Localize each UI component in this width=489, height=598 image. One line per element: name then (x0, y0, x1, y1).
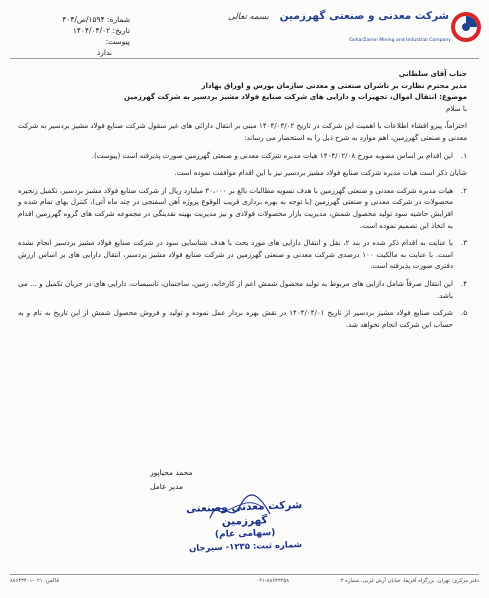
list-item (18, 167, 467, 179)
item-text: با عنایت به اقدام ذکر شده در بند ۲، نقل و انتقال دارایی های مورد بحث با هدف شناسایی سود در شرکت صنایع فولاد مشیز بردسیر انجام نشده است. با عنایت به مالکیت ۱۰۰ درصدی شرکت معدنی و صنعتی گهرزمین در شرکت صنایع فولاد مشیز بردسیر، انتقال دارایی های بر اساس ارزش دفتری صورت پذیرفته است. (18, 238, 453, 271)
signatory-name: محمد محیاپور (150, 468, 193, 477)
attachment-label: پیوست: (105, 37, 130, 46)
footer-divider (10, 574, 479, 575)
attachment-value: ندارد (96, 48, 112, 57)
item-number: ۵. (460, 308, 467, 318)
stamp-company-name: شرکت معدنی وصنعتی گهرزمین (185, 498, 303, 528)
letter-date: تاریخ: ۱۴۰۴/۰۴/۰۲ (72, 26, 130, 35)
item-text: این انتقال صرفاً شامل دارایی های مربوط به تولید محصول شمش اعم از کارخانه، زمین، ساختمان، تاسیسات، دارایی های در جریان تکمیل و ... می باشد. (18, 278, 453, 300)
footer-address: دفتر مرکزی: تهران، بزرگراه آفریقا، خیابان آرش غربی، شماره ۳ (340, 578, 479, 584)
letter-meta (10, 14, 130, 58)
letter-body (18, 68, 467, 330)
company-logo (279, 6, 481, 58)
list-item (18, 150, 467, 162)
letter-number: شماره: ۱۵۹۴/ص/۴۰۴ (62, 15, 130, 24)
stamp-company-type: (سهامی عام) (214, 527, 276, 541)
header-divider (10, 58, 479, 59)
list-item (18, 278, 467, 301)
signatory-title: مدیر عامل (150, 482, 184, 491)
subject: موضوع: انتقال اموال، تجهیزات و دارایی های شرکت صنایع فولاد مشیز بردسیر به شرکت گهرزمین (124, 92, 467, 102)
intro-paragraph: احتراماً، پیرو افشاء اطلاعات با اهمیت این شرکت در تاریخ ۱۴۰۴/۰۴/۰۲ مبنی بر انتقال دارائی های غیر منقول شرکت صنایع فولاد مشیز بردسیر به شرکت معدنی و صنعتی گهرزمین، اهم موارد به شرح ذیل را به استحضار می رساند: (18, 121, 467, 142)
salutation: جناب آقای سلطانی (398, 69, 467, 78)
basmala: بسمه تعالی (228, 12, 269, 22)
letter-attachment (10, 36, 130, 47)
logo-english-name: GoharZamin Mining and Industrial Company (349, 38, 451, 43)
stamp-registration: شماره ثبت: ۱۲۳۵- سیرجان (188, 540, 303, 554)
logo-persian-name: شرکت معدنی و صنعتی گهرزمین (279, 10, 449, 22)
recipient: مدیر محترم نظارت بر ناشران صنعتی و معدنی سازمان بورس و اوراق بهادار (201, 80, 467, 90)
company-stamp (169, 497, 321, 564)
list-item (18, 185, 467, 231)
item-text: هیات مدیره شرکت معدنی و صنعتی گهرزمین با هدف تسویه مطالبات بالغ بر ۳۰،۰۰۰ میلیارد ریال از شرکت صنایع فولاد مشیز بردسیر، تکمیل زنجیره محصولات در شرکت معدنی و صنعتی گهرزمین (با توجه به بهره برداری قریب الوقوع پروژه آهن اسفنجی در چند ماه آتی)، کنترل بهای تمام شده و افزایش حاشیه سود تولید محصول شمش، مدیریت بازار محصولات فولادی و نیز مدیریت بهینه نقدینگی در مجموعه شرکت های گروه گهرزمین اقدام به اتخاذ این تصمیم نموده است. (18, 185, 453, 230)
footer-phone: ۰۲۱-۸۸۶۴۳۲۵۸ (256, 578, 289, 584)
logo-emblem-icon (451, 12, 481, 42)
item-number: ۳. (460, 238, 467, 248)
item-text: شرکت صنایع فولاد مشیز بردسیر از تاریخ ۱۴۰۴/۰۴/۰۱ در نقش بهره بردار عمل نموده و تولید و فروش محصول شمش از این تاریخ به نام و به حساب این شرکت انجام نخواهد شد. (18, 308, 454, 329)
greeting: با سلام (446, 103, 467, 113)
list-item (18, 307, 467, 330)
item-number: ۲. (460, 185, 467, 195)
list-item (18, 237, 467, 272)
footer-fax: فاکس: ۰۲۱-۸۸۶۴۳۴۰۱ (10, 578, 60, 584)
item-number: ۱. (460, 150, 467, 160)
item-text: شایان ذکر است هیات مدیره شرکت صنایع فولاد مشیز بردسیر نیز با این اقدام موافقت نموده است. (174, 168, 467, 178)
item-number: ۴. (460, 278, 467, 288)
item-text: این اقدام بر اساس مصوبه مورخ ۱۴۰۴/۰۲/۰۸ هیات مدیره شرکت معدنی و صنعتی گهرزمین صورت پذیرفته است (پیوست). (91, 150, 453, 160)
